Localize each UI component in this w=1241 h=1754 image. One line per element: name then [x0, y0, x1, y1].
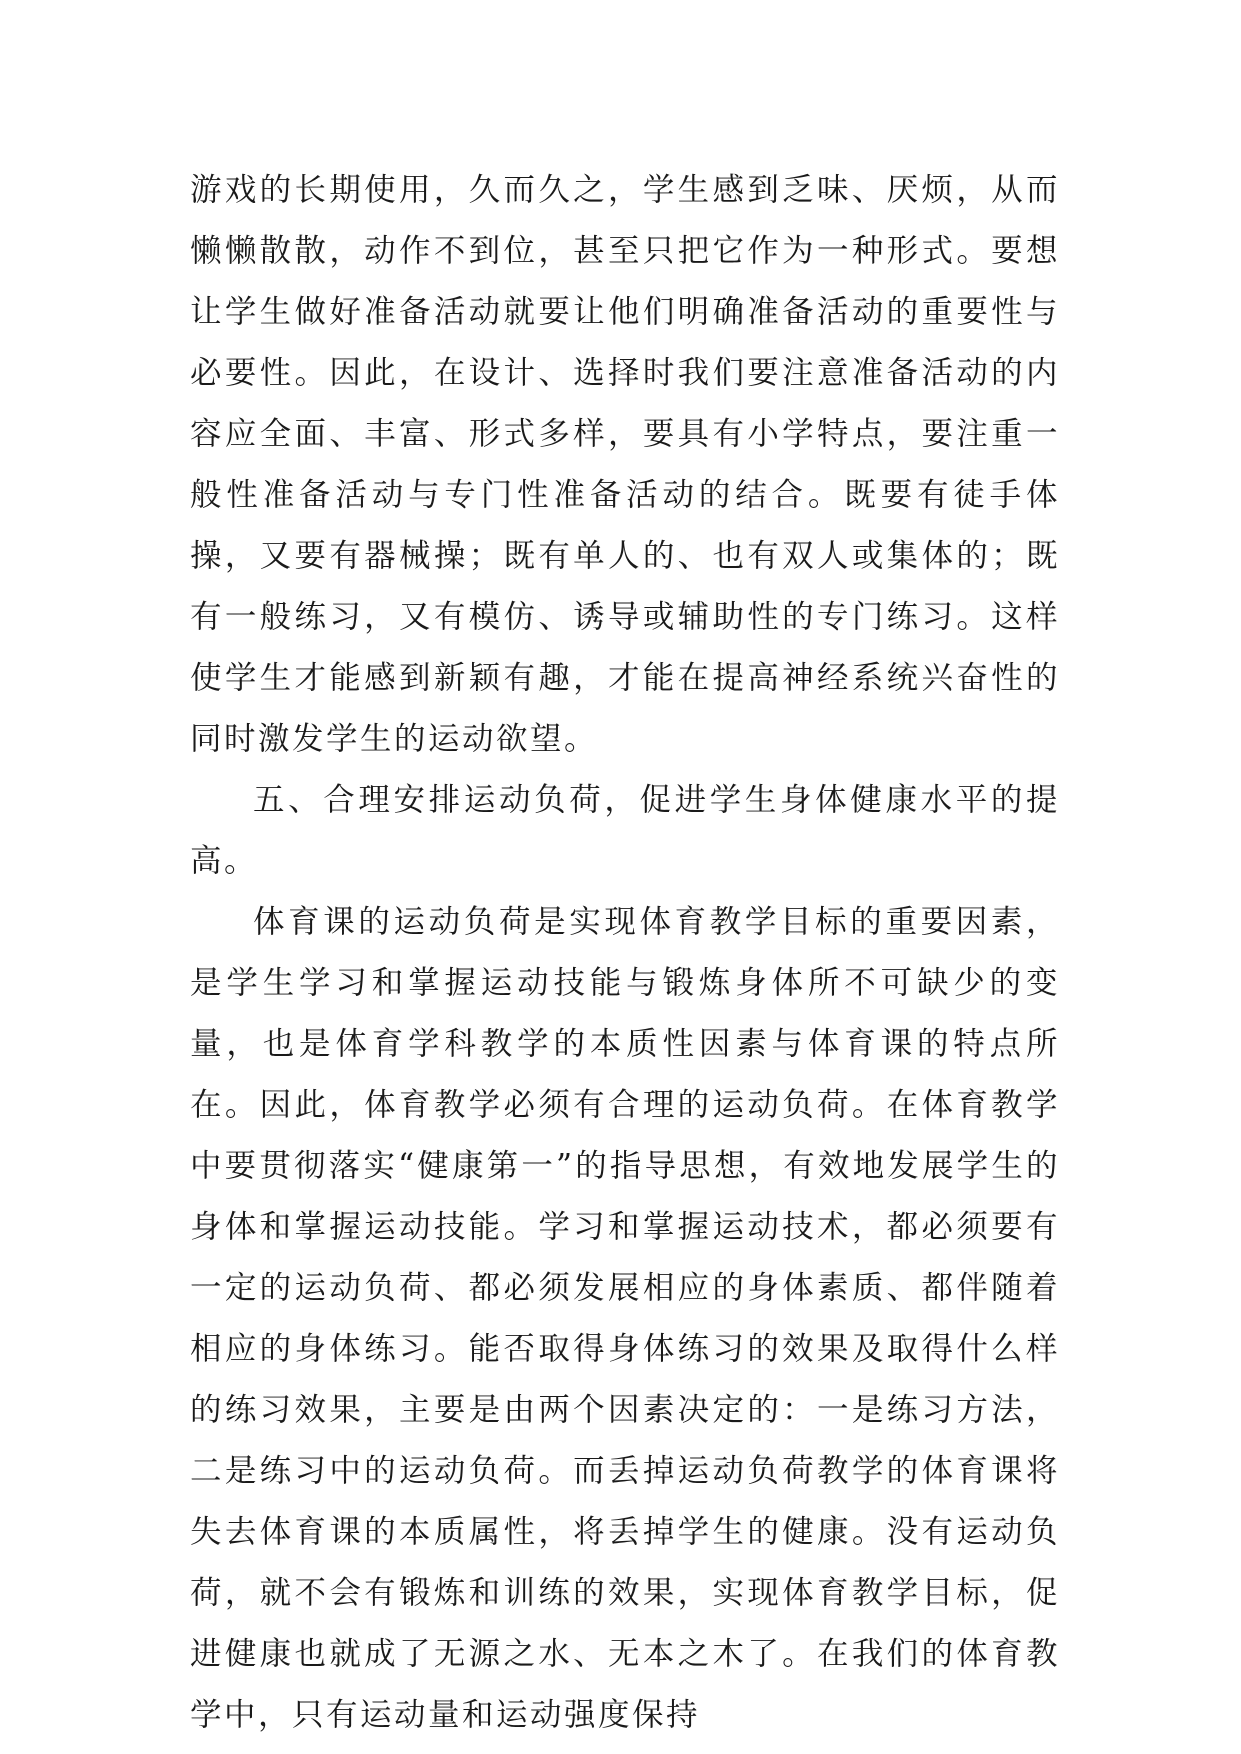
document-body: [190, 160, 1060, 1746]
paragraph-exercise-load: 体育课的运动负荷是实现体育教学目标的重要因素，是学生学习和掌握运动技能与锻炼身体所不可缺少的变量，也是体育学科教学的本质性因素与体育课的特点所在。因此，体育教学必须有合理的运动负荷。在体育教学中要贯彻落实“健康第一”的指导思想，有效地发展学生的身体和掌握运动技能。学习和掌握运动技术，都必须要有一定的运动负荷、都必须发展相应的身体素质、都伴随着相应的身体练习。能否取得身体练习的效果及取得什么样的练习效果，主要是由两个因素决定的：一是练习方法，二是练习中的运动负荷。而丢掉运动负荷教学的体育课将失去体育课的本质属性，将丢掉学生的健康。没有运动负荷，就不会有锻炼和训练的效果，实现体育教学目标，促进健康也就成了无源之水、无本之木了。在我们的体育教学中，只有运动量和运动强度保持: [190, 904, 1060, 1733]
paragraph-warmup-activities: 游戏的长期使用，久而久之，学生感到乏味、厌烦，从而懒懒散散，动作不到位，甚至只把它作为一种形式。要想让学生做好准备活动就要让他们明确准备活动的重要性与必要性。因此，在设计、选择时我们要注意准备活动的内容应全面、丰富、形式多样，要具有小学特点，要注重一般性准备活动与专门性准备活动的结合。既要有徒手体操，又要有器械操；既有单人的、也有双人或集体的；既有一般练习，又有模仿、诱导或辅助性的专门练习。这样使学生才能感到新颖有趣，才能在提高神经系统兴奋性的同时激发学生的运动欲望。: [190, 172, 1060, 757]
section-heading-exercise-load: 五、合理安排运动负荷，促进学生身体健康水平的提高。: [190, 782, 1060, 879]
